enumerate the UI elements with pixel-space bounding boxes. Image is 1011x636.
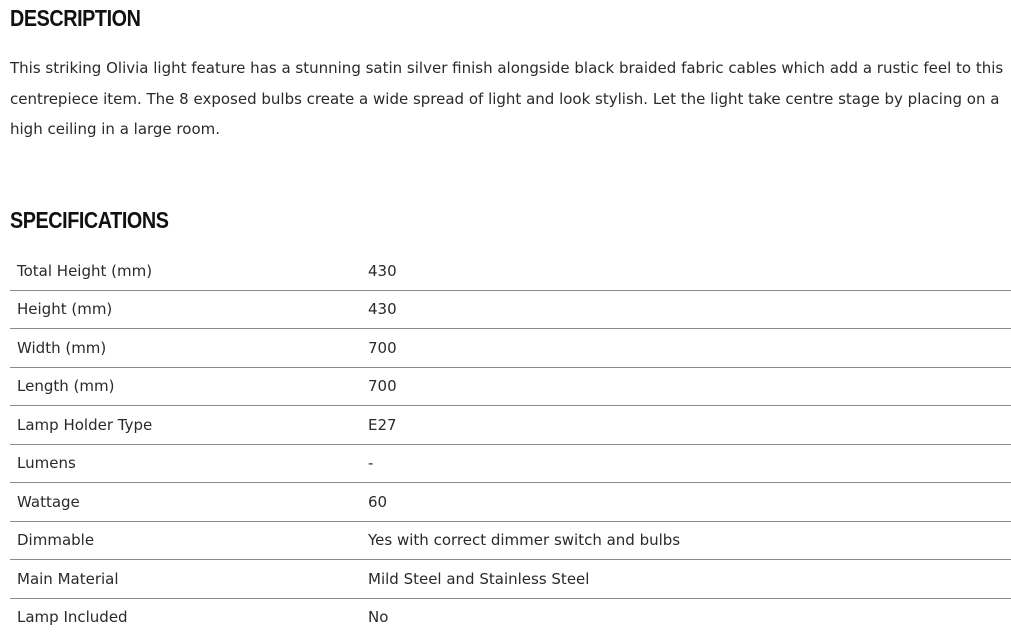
spec-label: Lumens <box>10 444 361 483</box>
spec-label: Lamp Included <box>17 608 128 627</box>
spec-row-dimmable <box>10 521 1011 560</box>
description-heading: DESCRIPTION <box>10 5 141 31</box>
spec-label: Main Material <box>10 560 361 599</box>
spec-value: 700 <box>361 329 1011 368</box>
spec-value: E27 <box>361 406 1011 445</box>
specifications-table <box>10 252 1011 636</box>
spec-row-width <box>10 329 1011 368</box>
spec-value: 430 <box>361 252 1011 290</box>
spec-row-main-material <box>10 560 1011 599</box>
spec-row-length <box>10 367 1011 406</box>
spec-row-total-height <box>10 252 1011 290</box>
spec-value: - <box>361 444 1011 483</box>
spec-row-lamp-included <box>10 598 1011 636</box>
spec-row-lamp-holder-type <box>10 406 1011 445</box>
spec-row-lumens <box>10 444 1011 483</box>
spec-row-wattage <box>10 483 1011 522</box>
spec-label: Lamp Holder Type <box>10 406 361 445</box>
spec-label: Height (mm) <box>10 290 361 329</box>
spec-label: Length (mm) <box>10 367 361 406</box>
spec-value: Mild Steel and Stainless Steel <box>361 560 1011 599</box>
spec-value: No <box>368 608 389 627</box>
spec-label: Total Height (mm) <box>10 252 361 290</box>
spec-value: Yes with correct dimmer switch and bulbs <box>361 521 1011 560</box>
spec-value: 60 <box>361 483 1011 522</box>
spec-label: Wattage <box>10 483 361 522</box>
spec-value: 430 <box>361 290 1011 329</box>
spec-label: Width (mm) <box>10 329 361 368</box>
description-text: This striking Olivia light feature has a stunning satin silver finish alongside black braided fabric cables which add a rustic feel to this centrepiece item. The 8 exposed bulbs create a wide spread of light and look stylish. Let the light take centre stage by placing on a high ceiling in a large room. <box>10 59 1004 138</box>
spec-row-height <box>10 290 1011 329</box>
spec-label: Dimmable <box>10 521 361 560</box>
specifications-heading: SPECIFICATIONS <box>10 207 169 233</box>
spec-value: 700 <box>361 367 1011 406</box>
